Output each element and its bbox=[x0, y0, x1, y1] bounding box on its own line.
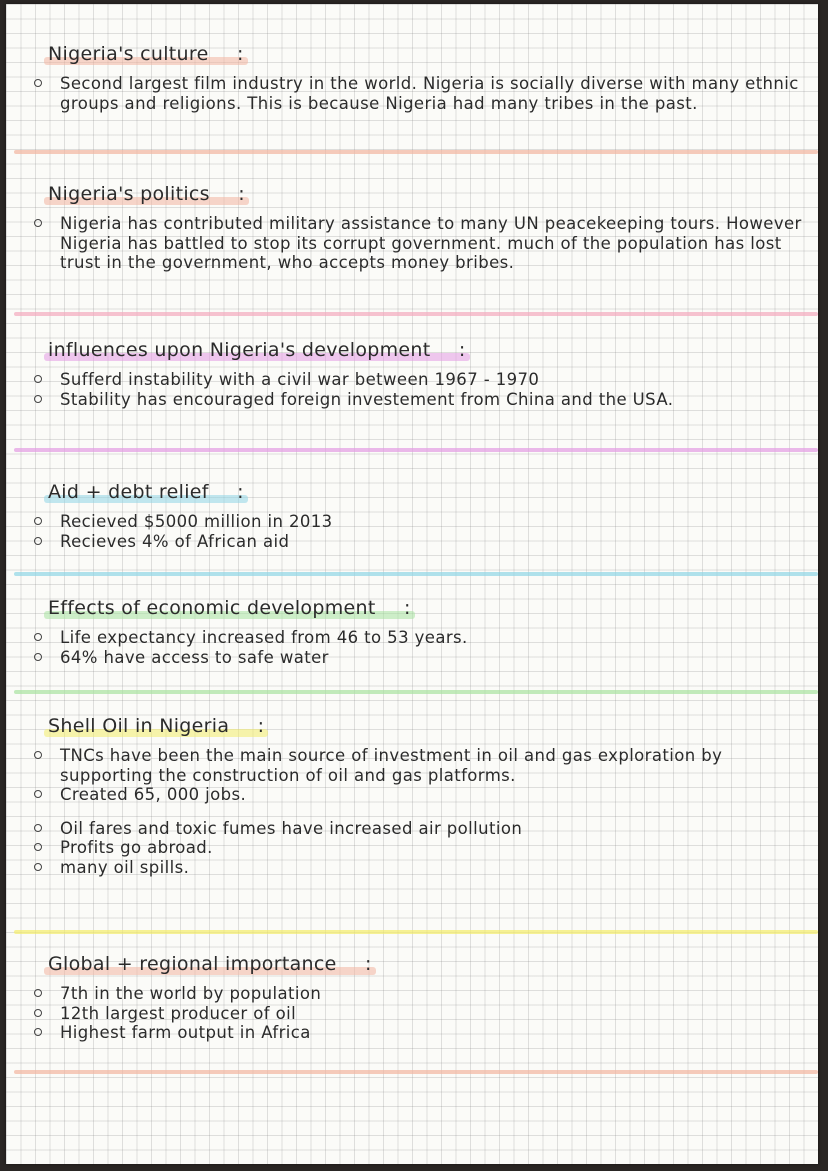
divider bbox=[14, 312, 818, 316]
heading-text: Effects of economic development bbox=[48, 597, 376, 619]
bullet-list bbox=[30, 214, 804, 273]
section-global-importance bbox=[30, 952, 804, 1043]
list-item: many oil spills. bbox=[30, 858, 804, 878]
list-item: TNCs have been the main source of investment in oil and gas exploration by supporting the construction of oil and gas platforms. bbox=[30, 746, 804, 785]
list-item: Nigeria has contributed military assistance to many UN peacekeeping tours. However Nigeria has battled to stop its corrupt government. much of the population has lost trust in the government, who accepts money bribes. bbox=[30, 214, 804, 273]
section-politics bbox=[30, 182, 804, 273]
bullet-list bbox=[30, 370, 804, 409]
list-item: Oil fares and toxic fumes have increased air pollution bbox=[30, 819, 804, 839]
heading-text: influences upon Nigeria's development bbox=[48, 339, 431, 361]
bullet-icon bbox=[34, 219, 42, 227]
divider bbox=[14, 690, 818, 694]
list-item: Stability has encouraged foreign investement from China and the USA. bbox=[30, 390, 804, 410]
list-item: Second largest film industry in the world. Nigeria is socially diverse with many ethnic groups and religions. This is because Nigeria had many tribes in the past. bbox=[30, 74, 804, 113]
bullet-icon bbox=[34, 1009, 42, 1017]
heading-colon: : bbox=[236, 43, 244, 65]
list-item: 12th largest producer of oil bbox=[30, 1004, 804, 1024]
list-item: Recieved $5000 million in 2013 bbox=[30, 512, 804, 532]
heading-text: Shell Oil in Nigeria bbox=[48, 715, 230, 737]
heading-text: Nigeria's culture bbox=[48, 43, 209, 65]
list-item: Life expectancy increased from 46 to 53 years. bbox=[30, 628, 804, 648]
section-heading bbox=[30, 182, 249, 206]
section-heading bbox=[30, 42, 248, 66]
divider bbox=[14, 448, 818, 452]
bullet-icon bbox=[34, 863, 42, 871]
bullet-icon bbox=[34, 537, 42, 545]
bullet-icon bbox=[34, 824, 42, 832]
section-shell-oil bbox=[30, 714, 804, 877]
heading-colon: : bbox=[364, 953, 372, 975]
heading-colon: : bbox=[257, 715, 265, 737]
list-item: 64% have access to safe water bbox=[30, 648, 804, 668]
divider bbox=[14, 572, 818, 576]
section-effects bbox=[30, 596, 804, 667]
bullet-icon bbox=[34, 395, 42, 403]
list-item: Recieves 4% of African aid bbox=[30, 532, 804, 552]
section-heading bbox=[30, 952, 376, 976]
heading-text: Nigeria's politics bbox=[48, 183, 210, 205]
heading-colon: : bbox=[403, 597, 411, 619]
bullet-icon bbox=[34, 790, 42, 798]
section-heading bbox=[30, 714, 268, 738]
list-item: Sufferd instability with a civil war between 1967 - 1970 bbox=[30, 370, 804, 390]
list-item: Highest farm output in Africa bbox=[30, 1023, 804, 1043]
heading-text: Aid + debt relief bbox=[48, 481, 209, 503]
section-heading bbox=[30, 338, 470, 362]
bullet-icon bbox=[34, 517, 42, 525]
divider bbox=[14, 150, 818, 154]
bullet-icon bbox=[34, 653, 42, 661]
bullet-list bbox=[30, 628, 804, 667]
section-aid bbox=[30, 480, 804, 551]
section-heading bbox=[30, 596, 415, 620]
section-culture bbox=[30, 42, 804, 113]
list-item: 7th in the world by population bbox=[30, 984, 804, 1004]
list-item: Created 65, 000 jobs. bbox=[30, 785, 804, 805]
bullet-icon bbox=[34, 1028, 42, 1036]
heading-colon: : bbox=[237, 481, 244, 503]
section-influences bbox=[30, 338, 804, 409]
bullet-icon bbox=[34, 989, 42, 997]
heading-text: Global + regional importance bbox=[48, 953, 337, 975]
bullet-list bbox=[30, 74, 804, 113]
heading-colon: : bbox=[458, 339, 466, 361]
divider bbox=[14, 1070, 818, 1074]
bullet-list bbox=[30, 746, 804, 877]
bullet-icon bbox=[34, 79, 42, 87]
bullet-icon bbox=[34, 633, 42, 641]
bullet-list bbox=[30, 512, 804, 551]
bullet-icon bbox=[34, 843, 42, 851]
heading-colon: : bbox=[238, 183, 245, 205]
bullet-icon bbox=[34, 751, 42, 759]
section-heading bbox=[30, 480, 248, 504]
bullet-icon bbox=[34, 375, 42, 383]
bullet-list bbox=[30, 984, 804, 1043]
notebook-page bbox=[6, 4, 818, 1164]
list-item: Profits go abroad. bbox=[30, 838, 804, 858]
divider bbox=[14, 930, 818, 934]
